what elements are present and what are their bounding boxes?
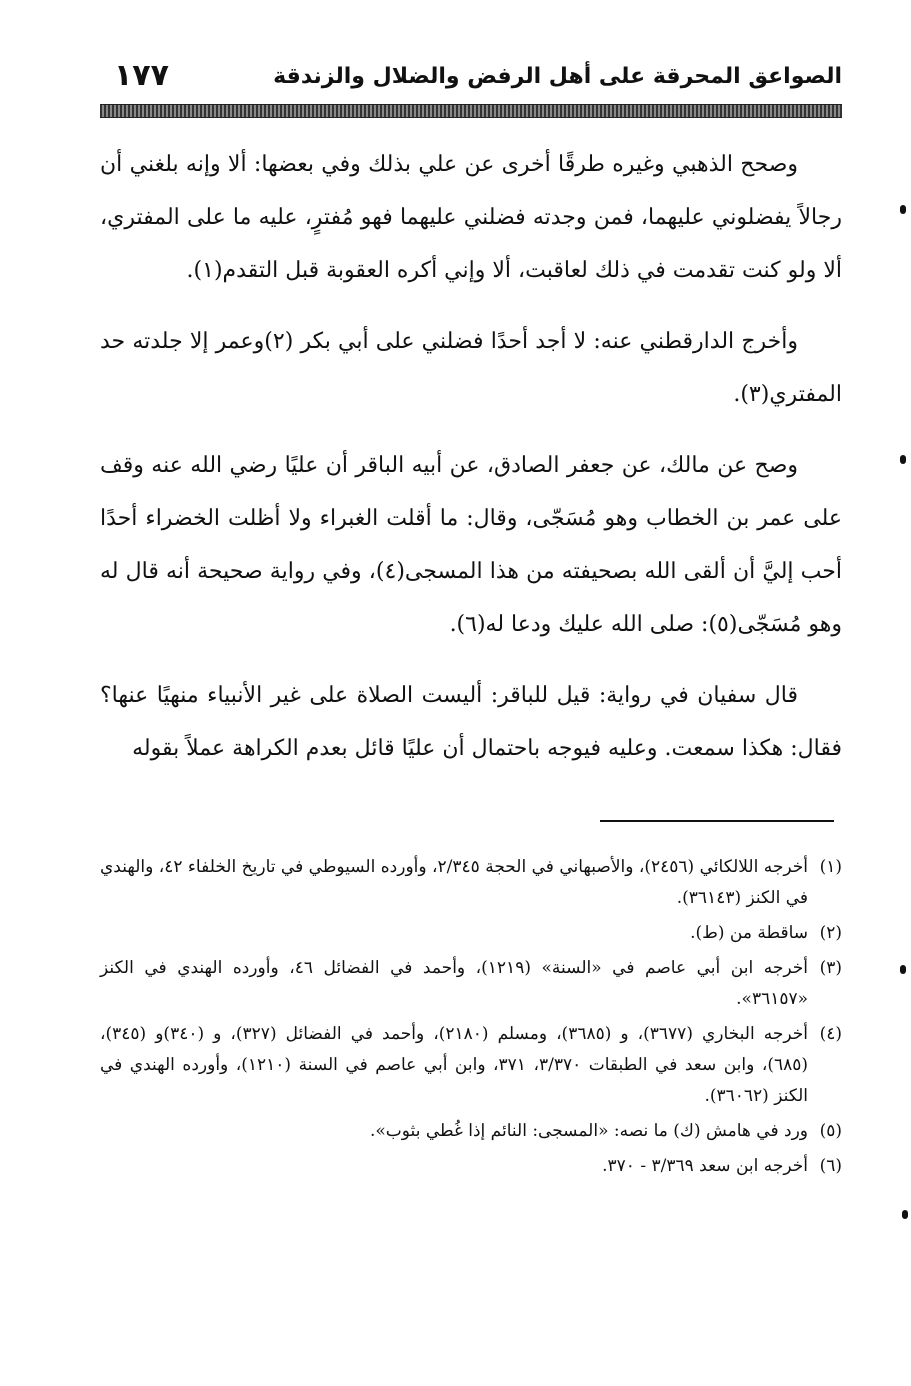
footnote-text: أخرجه ابن أبي عاصم في «السنة» (١٢١٩)، وأحمد في الفضائل ٤٦، وأورده الهندي في الكنز «٣٦١٥٧».: [100, 958, 808, 1009]
scan-mark: [900, 455, 906, 464]
paragraph: وصحح الذهبي وغيره طرقًا أخرى عن علي بذلك وفي بعضها: ألا وإنه بلغني أن رجالاً يفضلوني عليهما، فمن وجدته فضلني عليهما فهو مُفترٍ، عليه ما على المفتري، ألا ولو كنت تقدمت في ذلك لعاقبت، ألا وإني أكره العقوبة قبل التقدم(١).: [100, 152, 842, 283]
footnote-separator: [600, 820, 834, 822]
footnote: [100, 953, 842, 1015]
footnote: [100, 852, 842, 914]
paragraph: قال سفيان في رواية: قيل للباقر: أليست الصلاة على غير الأنبياء منهيًا عنها؟ فقال: هكذا سمعت. وعليه فيوجه باحتمال أن عليًا قائل بعدم الكراهة عملاً بقوله: [100, 683, 842, 761]
footnote-number: (٢): [819, 923, 842, 943]
scan-mark: [902, 1210, 908, 1219]
footnote-number: (٥): [819, 1121, 842, 1141]
paragraph: وصح عن مالك، عن جعفر الصادق، عن أبيه الباقر أن عليًا رضي الله عنه وقف على عمر بن الخطاب وهو مُسَجّى، وقال: ما أقلت الغبراء ولا أظلت الخضراء أحدًا أحب إليَّ أن ألقى الله بصحيفته من هذا المسجى(٤)، وفي رواية صحيحة أنه قال له وهو مُسَجّى(٥): صلى الله عليك ودعا له(٦).: [100, 453, 842, 637]
footnote-text: ورد في هامش (ك) ما نصه: «المسجى: النائم إذا غُطي بثوب».: [369, 1121, 808, 1141]
scan-mark: [900, 205, 906, 214]
scan-mark: [900, 965, 906, 974]
paragraph: وأخرج الدارقطني عنه: لا أجد أحدًا فضلني على أبي بكر (٢)وعمر إلا جلدته حد المفتري(٣).: [100, 329, 842, 407]
footnotes: [100, 852, 842, 1186]
footnote: [100, 1151, 842, 1182]
footnote: [100, 1116, 842, 1147]
footnote: [100, 918, 842, 949]
header-rule: [100, 104, 842, 118]
footnote-text: أخرجه ابن سعد ٣/٣٦٩ - ٣٧٠.: [602, 1156, 808, 1176]
footnote-number: (١): [819, 857, 842, 877]
page-number: ١٧٧: [114, 58, 169, 93]
footnote-number: (٣): [819, 958, 842, 978]
running-header: [100, 58, 842, 102]
book-title: الصواعق المحرقة على أهل الرفض والضلال والزندقة: [273, 64, 842, 89]
footnote-text: أخرجه اللالكائي (٢٤٥٦)، والأصبهاني في الحجة ٢/٣٤٥، وأورده السيوطي في تاريخ الخلفاء ٤٢، والهندي في الكنز (٣٦١٤٣).: [100, 857, 808, 908]
footnote: [100, 1019, 842, 1112]
footnote-number: (٦): [819, 1156, 842, 1176]
footnote-text: أخرجه البخاري (٣٦٧٧)، و (٣٦٨٥)، ومسلم (٢١٨٠)، وأحمد في الفضائل (٣٢٧)، و (٣٤٠)و (٣٤٥)، (٦٨٥)، وابن سعد في الطبقات ٣/٣٧٠، ٣٧١، وابن أبي عاصم في السنة (١٢١٠)، وأورده الهندي في الكنز (٣٦٠٦٢).: [100, 1024, 809, 1106]
footnote-text: ساقطة من (ط).: [690, 923, 808, 943]
footnote-number: (٤): [819, 1024, 842, 1044]
main-text: [100, 138, 842, 793]
